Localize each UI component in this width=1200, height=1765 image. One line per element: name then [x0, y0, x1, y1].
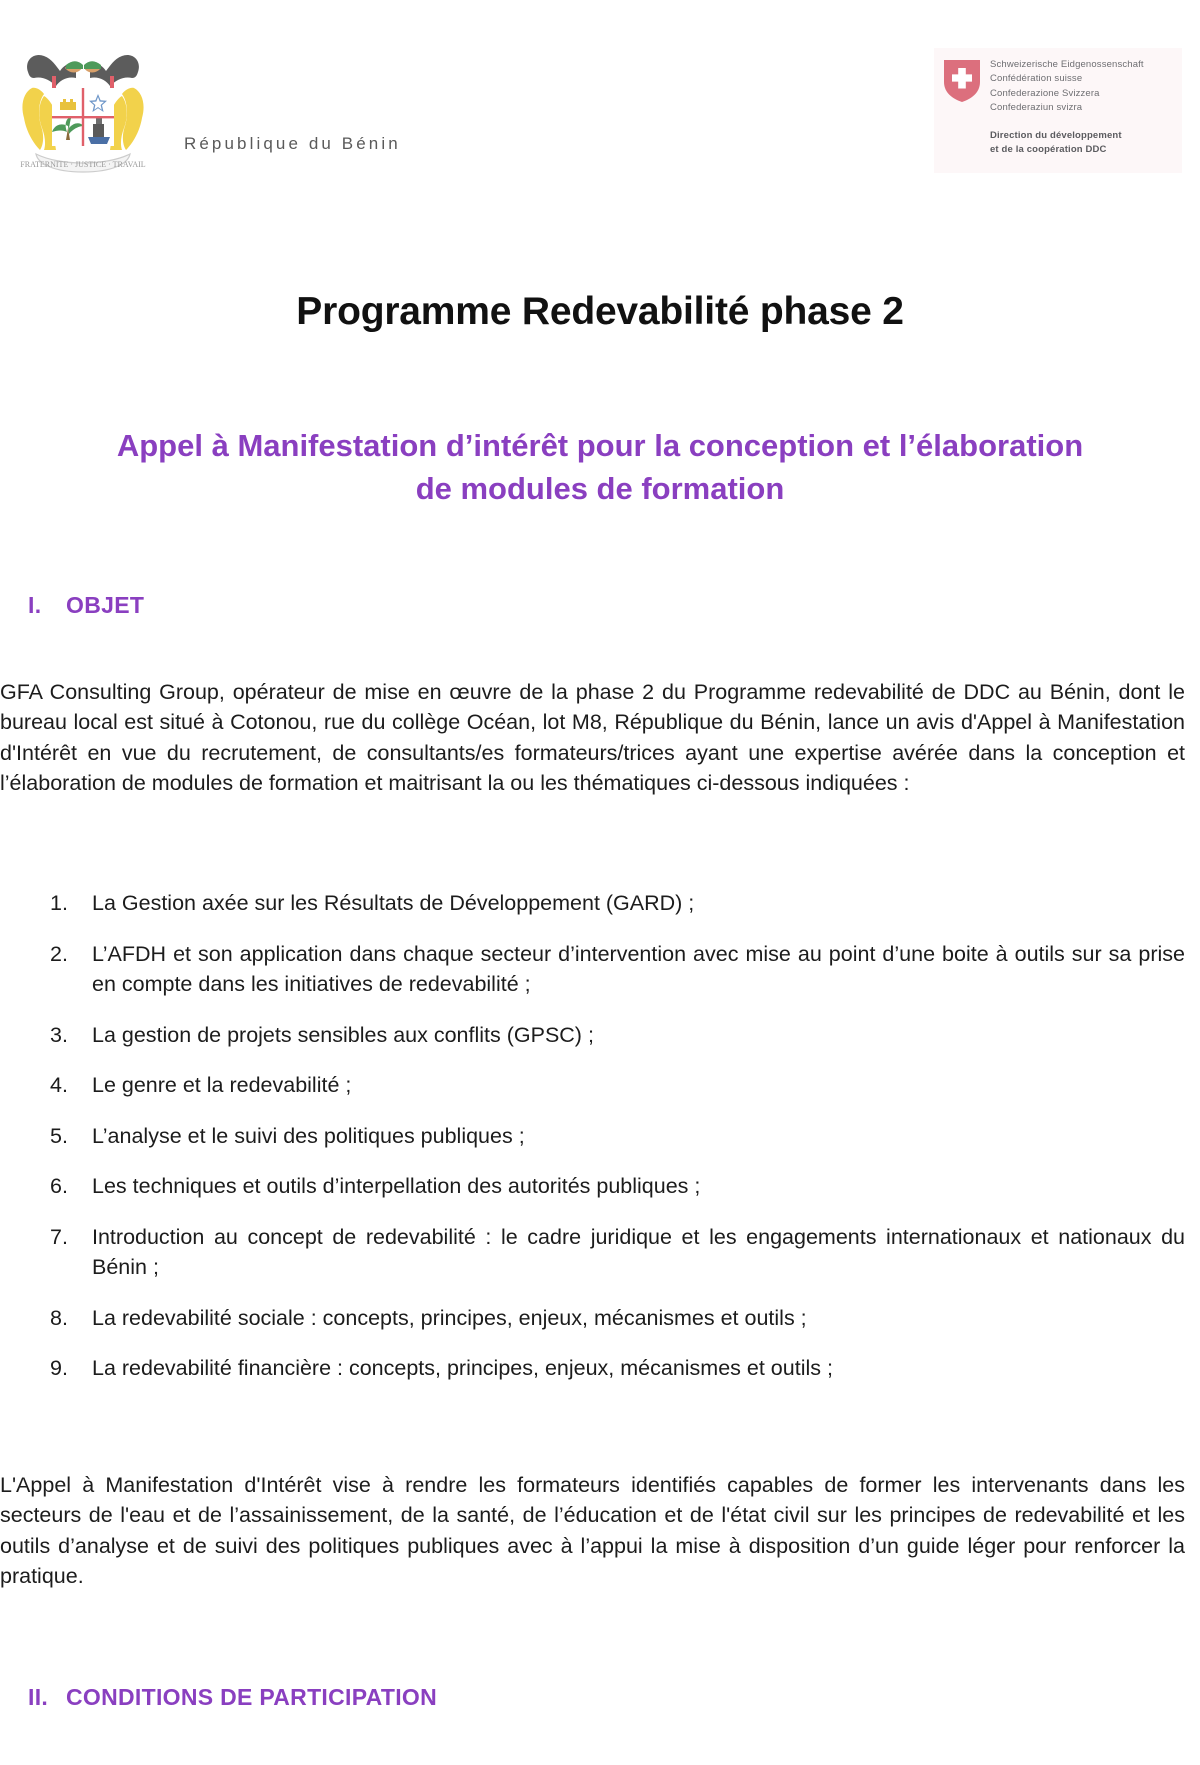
objet-intro-paragraph: GFA Consulting Group, opérateur de mise en œuvre de la phase 2 du Programme redevabilité de DDC au Bénin, dont le bureau local est situé à Cotonou, rue du collège Océan, lot M8, République du Bénin, lance un avis d'Appel à Manifestation d'Intérêt en vue du recrutement, de consultants/es formateurs/trices ayant une expertise avérée dans la conception et l’élaboration de modules de formation et maitrisant la ou les thématiques ci-dessous indiquées : [0, 679, 1185, 796]
list-item [0, 939, 1185, 1000]
benin-caption: République du Bénin [184, 134, 401, 153]
swiss-department [990, 129, 1144, 158]
list-item-marker: 3. [50, 1022, 68, 1047]
list-item-text: La redevabilité financière : concepts, principes, enjeux, mécanismes et outils ; [92, 1356, 833, 1381]
list-item-text: L’analyse et le suivi des politiques publiques ; [92, 1123, 525, 1148]
page-title: Programme Redevabilité phase 2 [296, 290, 904, 333]
list-item-marker: 6. [50, 1174, 68, 1199]
list-item [0, 1020, 1185, 1051]
benin-logo-block [8, 38, 401, 180]
document-header [0, 0, 1200, 210]
swiss-lang-de: Schweizerische Eidgenossenschaft [990, 59, 1144, 70]
swiss-cross-shield-icon [944, 60, 980, 102]
list-item-marker: 5. [50, 1123, 68, 1148]
benin-coat-of-arms-icon [8, 38, 158, 180]
list-item-text: Les techniques et outils d’interpellation des autorités publiques ; [92, 1174, 701, 1199]
swiss-department-line-2: et de la coopération DDC [990, 144, 1107, 155]
list-item [0, 1353, 1185, 1384]
list-item [0, 1171, 1185, 1202]
list-item [0, 1222, 1185, 1283]
svg-text:FRATERNITE · JUSTICE · TRAVAIL: FRATERNITE · JUSTICE · TRAVAIL [20, 160, 146, 169]
swiss-lang-it: Confederazione Svizzera [990, 87, 1100, 99]
list-item [0, 1070, 1185, 1101]
swiss-department-line-1: Direction du développement [990, 129, 1122, 141]
section-heading-conditions [0, 1684, 437, 1711]
section-heading-objet [0, 592, 144, 619]
list-item-text: Le genre et la redevabilité ; [92, 1073, 352, 1098]
list-item-text: La gestion de projets sensibles aux conflits (GPSC) ; [92, 1022, 594, 1047]
list-item-marker: 7. [50, 1224, 68, 1249]
section-label-objet: OBJET [66, 592, 145, 618]
section-numeral-conditions: II. [28, 1684, 49, 1710]
list-item [0, 1303, 1185, 1334]
list-item-marker: 9. [50, 1356, 68, 1381]
list-item-text: L’AFDH et son application dans chaque secteur d’intervention avec mise au point d’une boite à outils sur sa prise en compte dans les initiatives de redevabilité ; [92, 941, 1185, 997]
swiss-lang-rm: Confederaziun svizra [990, 102, 1083, 114]
list-item [0, 1121, 1185, 1152]
list-item-marker: 2. [50, 941, 68, 966]
swiss-ddc-text [990, 58, 1144, 157]
list-item [0, 888, 1185, 919]
list-item-text: La redevabilité sociale : concepts, principes, enjeux, mécanismes et outils ; [92, 1305, 807, 1330]
list-item-marker: 4. [50, 1073, 68, 1098]
swiss-ddc-logo-block [934, 48, 1182, 173]
topic-list [0, 888, 1185, 1404]
page-subtitle: Appel à Manifestation d’intérêt pour la conception et l’élaboration de modules de formation [116, 428, 1084, 506]
swiss-language-list [990, 58, 1144, 116]
section-numeral-objet: I. [28, 592, 42, 618]
list-item-text: La Gestion axée sur les Résultats de Développement (GARD) ; [92, 891, 695, 915]
list-item-marker: 1. [50, 891, 68, 915]
section-label-conditions: CONDITIONS DE PARTICIPATION [66, 1684, 437, 1710]
list-item-text: Introduction au concept de redevabilité : le cadre juridique et les engagements internationaux et nationaux du Bénin ; [92, 1224, 1185, 1280]
swiss-lang-fr: Confédération suisse [990, 73, 1083, 85]
objet-closing-paragraph: L'Appel à Manifestation d'Intérêt vise à rendre les formateurs identifiés capables de former les intervenants dans les secteurs de l'eau et de l’assainissement, de la santé, de l’éducation et de l'état civil sur les principes de redevabilité et les outils d’analyse et de suivi des politiques publiques avec à l’appui la mise à disposition d’un guide léger pour renforcer la pratique. [0, 1472, 1185, 1589]
list-item-marker: 8. [50, 1305, 68, 1330]
